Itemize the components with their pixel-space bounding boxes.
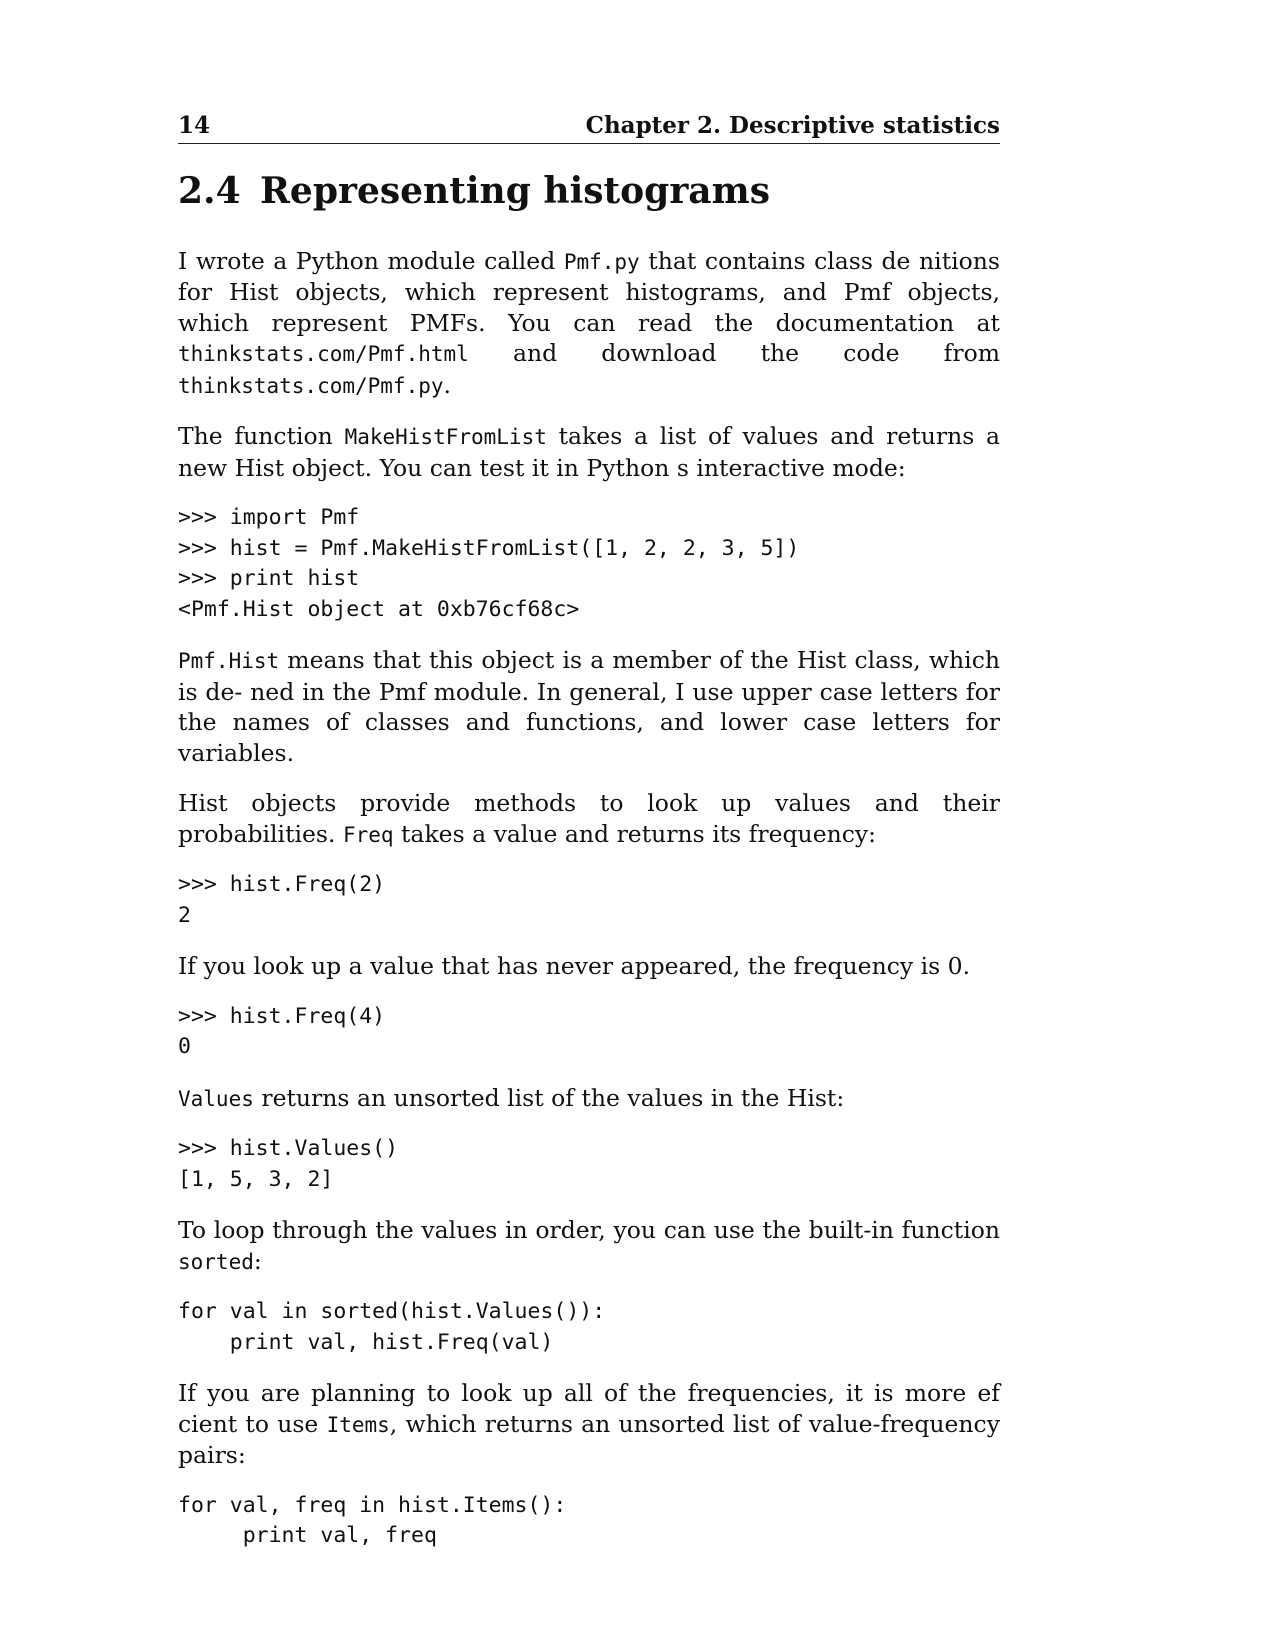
code-block-import: [178, 503, 1000, 625]
paragraph-makehist: The function MakeHistFromList takes a list of values and returns a new Hist object. You can test it in Python s interactive mode:: [178, 422, 1000, 482]
section-title: Representing histograms: [260, 170, 770, 212]
section-number: 2.4: [178, 170, 241, 212]
code-line: >>> hist.Freq(2): [178, 872, 386, 898]
code-line: print val, freq: [178, 1523, 437, 1549]
code-line: print val, hist.Freq(val): [178, 1329, 554, 1355]
section-heading: [178, 172, 1000, 212]
code-block-freq2: [178, 870, 1000, 931]
code-block-items-loop: [178, 1491, 1000, 1552]
paragraph-values: Values returns an unsorted list of the values in the Hist:: [178, 1083, 845, 1112]
paragraph-items: If you are planning to look up all of the frequencies, it is more ef cient to use Items, which returns an unsorted list of value-frequency pairs:: [178, 1379, 1000, 1470]
code-line: [1, 5, 3, 2]: [178, 1166, 334, 1192]
code-line: >>> hist = Pmf.MakeHistFromList([1, 2, 2, 3, 5]): [178, 535, 800, 561]
code-line: <Pmf.Hist object at 0xb76cf68c>: [178, 596, 580, 622]
code-block-values: [178, 1134, 1000, 1195]
code-line: >>> hist.Freq(4): [178, 1003, 386, 1029]
paragraph-module-intro: I wrote a Python module called Pmf.py that contains class de nitions for Hist objects, which represent histograms, and Pmf objects, which represent PMFs. You can read the documentation at thinkstats.com/Pmf.html and download the code from thinkstats.com/Pmf.py.: [178, 246, 1000, 399]
code-line: >>> import Pmf: [178, 505, 360, 531]
page-number: 14: [178, 112, 211, 139]
code-line: >>> print hist: [178, 566, 360, 592]
inline-code-link: thinkstats.com/Pmf.py: [178, 373, 444, 398]
inline-code: MakeHistFromList: [344, 425, 547, 450]
paragraph-hist-class: Pmf.Hist means that this object is a member of the Hist class, which is de- ned in the Pmf module. In general, I use upper case letters for the names of classes and functions, and lower case letters for variables.: [178, 646, 1000, 767]
inline-code: Pmf.py: [563, 249, 640, 274]
code-block-sorted-loop: [178, 1297, 1000, 1358]
inline-code-link: thinkstats.com/Pmf.html: [178, 342, 469, 367]
inline-code: sorted: [178, 1249, 254, 1274]
paragraph-freq: Hist objects provide methods to look up values and their probabilities. Freq takes a value and returns its frequency:: [178, 789, 1000, 848]
paragraph-never-appeared: If you look up a value that has never appeared, the frequency is 0.: [178, 952, 971, 981]
page: [178, 112, 1000, 1552]
chapter-title: Chapter 2. Descriptive statistics: [585, 112, 1000, 139]
inline-code: Items: [326, 1412, 390, 1437]
paragraph-sorted: To loop through the values in order, you can use the built-in function sorted:: [178, 1216, 1000, 1275]
code-line: >>> hist.Values(): [178, 1136, 399, 1162]
code-block-freq4: [178, 1002, 1000, 1063]
inline-code: Freq: [342, 822, 394, 847]
code-line: for val, freq in hist.Items():: [178, 1492, 567, 1518]
code-line: 0: [178, 1034, 191, 1060]
running-head: [178, 112, 1000, 144]
inline-code: Pmf.Hist: [178, 649, 280, 674]
code-line: for val in sorted(hist.Values()):: [178, 1299, 606, 1325]
inline-code: Values: [178, 1086, 254, 1111]
code-line: 2: [178, 902, 191, 928]
